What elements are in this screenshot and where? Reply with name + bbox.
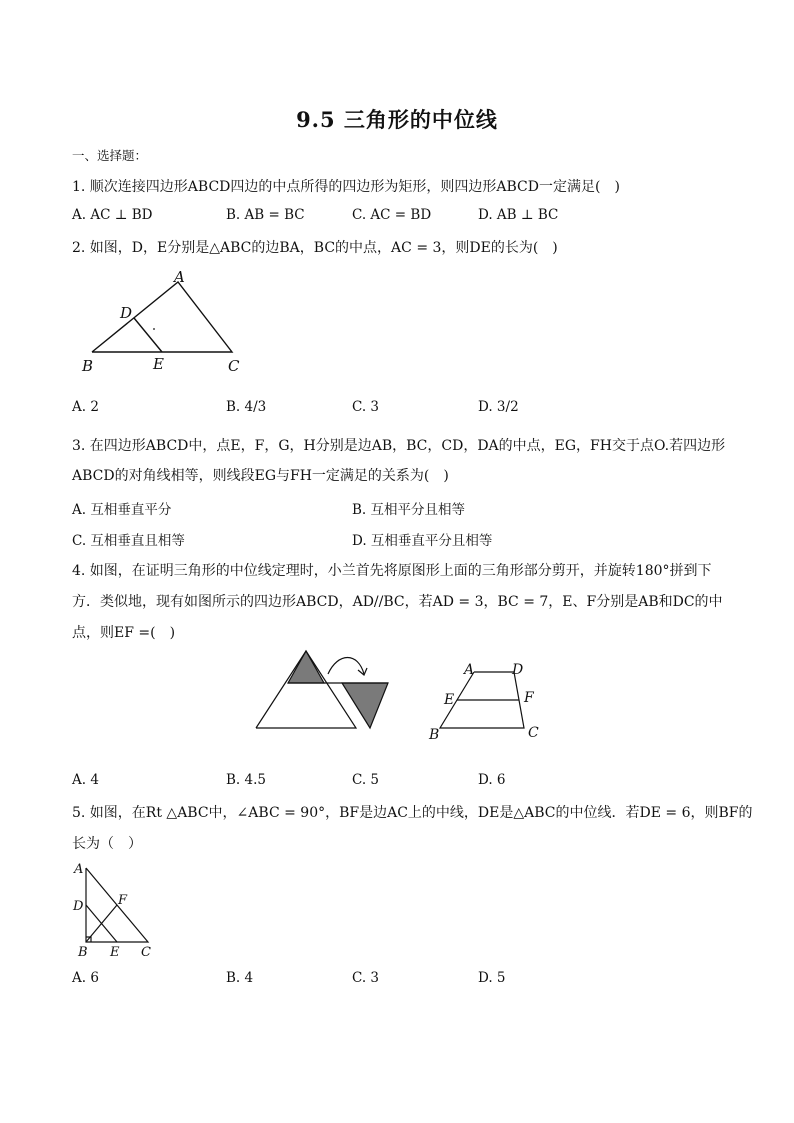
question-4-stem-line-2: 方．类似地，现有如图所示的四边形ABCD，AD//BC，若AD = 3，BC = 7，E、F分别是AB和DC的中 bbox=[72, 594, 723, 610]
fig5-label-f: F bbox=[118, 893, 128, 908]
page-title: 9.5 三角形的中位线 bbox=[296, 107, 498, 132]
question-4-rotation-figure bbox=[252, 644, 392, 734]
fig4-label-d: D bbox=[512, 662, 524, 678]
question-1-option-a: A. AC ⊥ BD bbox=[72, 207, 153, 223]
question-4-option-c: C. 5 bbox=[352, 772, 380, 788]
fig4-label-e: E bbox=[444, 692, 455, 708]
question-5-right-triangle-figure bbox=[72, 858, 162, 962]
section-heading: 一、选择题： bbox=[72, 148, 148, 163]
rotation-arrow-icon bbox=[328, 658, 364, 675]
question-5-options bbox=[72, 970, 722, 990]
question-2-triangle-figure bbox=[80, 268, 250, 376]
triangle-abc bbox=[92, 282, 232, 352]
fig4-label-b: B bbox=[429, 727, 440, 742]
question-4-stem-line-1: 4. 如图，在证明三角形的中位线定理时，小兰首先将原图形上面的三角形部分剪开，并旋转180°拼到下 bbox=[72, 563, 712, 579]
question-5-stem-line-1: 5. 如图，在Rt △ABC中，∠ABC = 90°，BF是边AC上的中线，DE是△ABC的中位线．若DE = 6，则BF的 bbox=[72, 805, 753, 821]
question-5-option-b: B. 4 bbox=[226, 970, 254, 986]
cut-top-triangle bbox=[288, 651, 324, 683]
question-3-stem-line-1: 3. 在四边形ABCD中，点E，F，G，H分别是边AB，BC，CD，DA的中点，EG，FH交于点O.若四边形 bbox=[72, 438, 726, 454]
question-4-option-b: B. 4.5 bbox=[226, 772, 266, 788]
question-1-options bbox=[72, 207, 722, 227]
fig5-label-c: C bbox=[141, 945, 151, 960]
question-4-option-a: A. 4 bbox=[72, 772, 99, 788]
question-3-options-row-2 bbox=[72, 529, 722, 549]
fig5-label-b: B bbox=[78, 945, 88, 960]
question-3-option-a: A. 互相垂直平分 bbox=[72, 502, 172, 518]
question-3-option-d: D. 互相垂直平分且相等 bbox=[352, 533, 493, 549]
question-3-option-b: B. 互相平分且相等 bbox=[352, 502, 466, 518]
rotated-triangle bbox=[342, 683, 388, 728]
question-3-options-row-1 bbox=[72, 498, 722, 518]
question-2-stem: 2. 如图，D，E分别是△ABC的边BA，BC的中点，AC = 3，则DE的长为( ) bbox=[72, 240, 558, 256]
question-2-option-a: A. 2 bbox=[72, 399, 99, 415]
question-1-option-c: C. AC = BD bbox=[352, 207, 432, 223]
question-1-stem: 1. 顺次连接四边形ABCD四边的中点所得的四边形为矩形，则四边形ABCD一定满足( ) bbox=[72, 179, 620, 195]
midline-de bbox=[134, 318, 162, 352]
question-4-stem-line-3: 点，则EF =( ) bbox=[72, 625, 176, 641]
question-3-option-c: C. 互相垂直且相等 bbox=[72, 533, 185, 549]
fig4-label-a: A bbox=[464, 662, 475, 678]
fig2-label-d: D bbox=[120, 304, 133, 322]
fig2-label-a: A bbox=[174, 268, 185, 286]
question-1-option-b: B. AB = BC bbox=[226, 207, 305, 223]
question-1-option-d: D. AB ⊥ BC bbox=[478, 207, 559, 223]
question-2-options bbox=[72, 399, 722, 419]
question-5-option-c: C. 3 bbox=[352, 970, 380, 986]
question-3-stem-line-2: ABCD的对角线相等，则线段EG与FH一定满足的关系为( ) bbox=[72, 468, 449, 484]
question-2-option-b: B. 4/3 bbox=[226, 399, 267, 415]
fig5-label-a: A bbox=[74, 862, 84, 877]
question-5-stem-line-2: 长为（ ） bbox=[72, 836, 142, 852]
fig5-label-d: D bbox=[73, 899, 84, 914]
question-5-option-a: A. 6 bbox=[72, 970, 99, 986]
fig4-label-f: F bbox=[524, 690, 534, 706]
fig2-label-c: C bbox=[228, 357, 240, 375]
question-2-option-d: D. 3/2 bbox=[478, 399, 519, 415]
question-4-trapezoid-figure bbox=[428, 660, 548, 742]
question-4-option-d: D. 6 bbox=[478, 772, 506, 788]
question-4-options bbox=[72, 772, 722, 792]
fig2-label-e: E bbox=[153, 355, 164, 373]
fig4-label-c: C bbox=[528, 725, 539, 741]
question-5-option-d: D. 5 bbox=[478, 970, 506, 986]
fig2-label-b: B bbox=[82, 357, 94, 375]
question-2-option-c: C. 3 bbox=[352, 399, 380, 415]
fig5-label-e: E bbox=[110, 945, 120, 960]
